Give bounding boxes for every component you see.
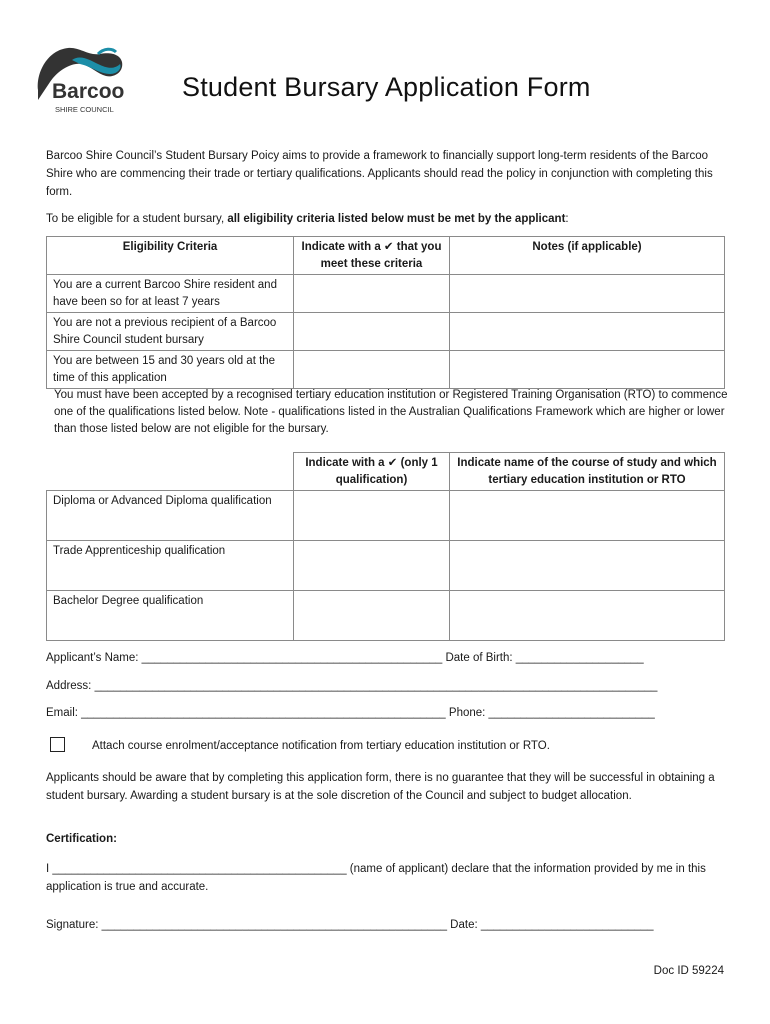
table-row — [47, 591, 725, 641]
indicate-cell[interactable] — [294, 541, 450, 591]
address-field[interactable]: Address: ________________________________________________________________________________________ — [46, 680, 658, 692]
doc-id: Doc ID 59224 — [653, 965, 724, 977]
indicate-cell[interactable] — [294, 275, 450, 313]
attach-label: Attach course enrolment/acceptance notification from tertiary education institution or RTO. — [92, 740, 550, 752]
attach-checkbox[interactable] — [50, 737, 65, 752]
criteria-cell: You are not a previous recipient of a Barcoo Shire Council student bursary — [47, 313, 294, 351]
criteria-cell: You are between 15 and 30 years old at the time of this application — [47, 351, 294, 389]
qualification-table — [46, 452, 725, 641]
qualification-header-row — [47, 453, 725, 491]
indicate-cell[interactable] — [294, 351, 450, 389]
email-phone-field[interactable]: Email: _________________________________________________________ Phone: __________________________ — [46, 707, 655, 719]
course-cell[interactable] — [450, 541, 725, 591]
eligibility-intro-prefix: To be eligible for a student bursary, — [46, 213, 228, 225]
course-cell[interactable] — [450, 591, 725, 641]
course-cell[interactable] — [450, 491, 725, 541]
table-row — [47, 313, 725, 351]
intro-paragraph: Barcoo Shire Council’s Student Bursary Poicy aims to provide a framework to financially support long-term residents of the Barcoo Shire who are commencing their trade or tertiary qualifications. Applicants should read the policy in conjunction with completing this form. — [46, 150, 713, 198]
qualification-cell: Trade Apprenticeship qualification — [47, 541, 294, 591]
logo-name: Barcoo — [52, 80, 125, 103]
declaration-field[interactable]: I ______________________________________________ (name of applicant) declare that the information provided by me in this application is true and accurate. — [46, 863, 706, 893]
qualification-header-course: Indicate name of the course of study and which tertiary education institution or RTO — [450, 453, 725, 491]
qualification-header-indicate: Indicate with a ✔ (only 1 qualification) — [294, 453, 450, 491]
table-row — [47, 275, 725, 313]
notes-cell[interactable] — [450, 313, 725, 351]
qualification-cell: Bachelor Degree qualification — [47, 591, 294, 641]
logo-subtitle: SHIRE COUNCIL — [55, 105, 114, 114]
criteria-cell: You are a current Barcoo Shire resident and have been so for at least 7 years — [47, 275, 294, 313]
eligibility-intro-bold: all eligibility criteria listed below must be met by the applicant — [227, 213, 566, 225]
certification-heading: Certification: — [46, 833, 117, 845]
eligibility-table — [46, 236, 725, 389]
eligibility-intro-suffix: : — [565, 213, 569, 225]
table-row — [47, 351, 725, 389]
indicate-cell[interactable] — [294, 491, 450, 541]
eligibility-intro — [46, 210, 736, 228]
barcoo-logo — [28, 42, 136, 120]
disclaimer-paragraph: Applicants should be aware that by completing this application form, there is no guarantee that they will be successful in obtaining a student bursary. Awarding a student bursary is at the sole discretion of the Council and subject to budget allocation. — [46, 772, 715, 802]
eligibility-header-notes: Notes (if applicable) — [450, 237, 725, 275]
indicate-cell[interactable] — [294, 591, 450, 641]
eligibility-header-row — [47, 237, 725, 275]
indicate-cell[interactable] — [294, 313, 450, 351]
signature-date-field[interactable]: Signature: ______________________________________________________ Date: ___________________________ — [46, 919, 654, 931]
eligibility-header-indicate: Indicate with a ✔ that you meet these criteria — [294, 237, 450, 275]
applicant-name-dob-field[interactable]: Applicant’s Name: _______________________________________________ Date of Birth: ____________________ — [46, 652, 644, 664]
page-title: Student Bursary Application Form — [182, 72, 591, 102]
qualification-cell: Diploma or Advanced Diploma qualification — [47, 491, 294, 541]
eligibility-header-criteria: Eligibility Criteria — [47, 237, 294, 275]
qualification-header-blank — [47, 453, 294, 491]
table-row — [47, 491, 725, 541]
qualification-intro: You must have been accepted by a recognised tertiary education institution or Registered Training Organisation (RTO) to commence one of the qualifications listed below. Note - qualifications listed in the Australian Qualifications Framework which are higher or lower than those listed below are not eligible for the bursary. — [54, 389, 728, 435]
notes-cell[interactable] — [450, 351, 725, 389]
notes-cell[interactable] — [450, 275, 725, 313]
table-row — [47, 541, 725, 591]
